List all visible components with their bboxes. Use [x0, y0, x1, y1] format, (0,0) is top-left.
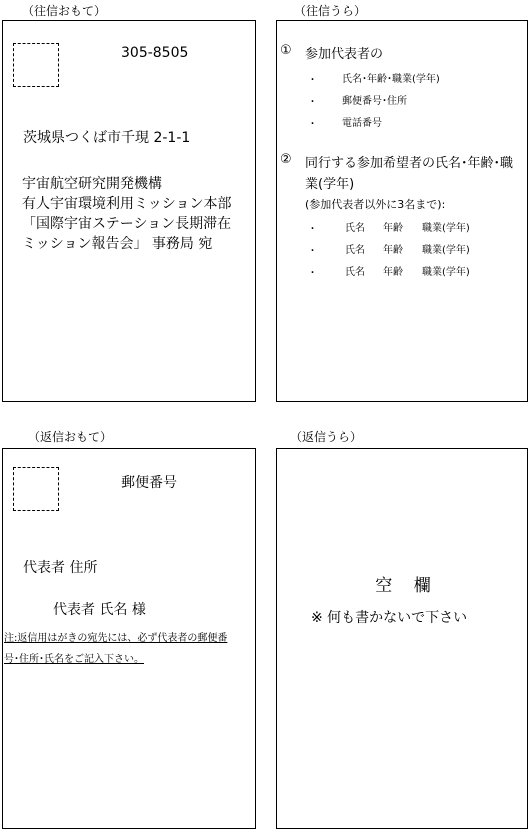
- address: 茨城県つくば市千現 2-1-1: [23, 130, 191, 146]
- bullet: ･: [310, 119, 315, 130]
- card-front-outbound: [2, 20, 256, 402]
- row-name: 氏名: [345, 223, 365, 234]
- item1-bullet: 氏名･年齢･職業(学年): [342, 74, 440, 85]
- row-age: 年齢: [383, 267, 403, 278]
- row-age: 年齢: [383, 245, 403, 256]
- name-label: 代表者 氏名 様: [53, 602, 146, 618]
- card-back-outbound: [276, 20, 528, 402]
- row-name: 氏名: [345, 267, 365, 278]
- item1-mark: ①: [280, 43, 292, 58]
- item1-bullet: 郵便番号･住所: [342, 96, 407, 107]
- item2-title: 業(学年): [305, 177, 355, 192]
- address-label: 代表者 住所: [23, 560, 98, 576]
- caption-front-outbound: （往信おもて）: [22, 4, 107, 18]
- row-job: 職業(学年): [422, 223, 470, 234]
- bullet: ･: [310, 246, 315, 257]
- stamp-box: [13, 467, 59, 511]
- row-job: 職業(学年): [422, 267, 470, 278]
- bullet: ･: [310, 224, 315, 235]
- stamp-box: [13, 43, 59, 87]
- recipient-line: 「国際宇宙ステーション長期滞在: [22, 216, 232, 232]
- reply-note: 注:返信用はがきの宛先には、必ず代表者の郵便番: [4, 633, 228, 644]
- recipient-line: ミッション報告会」 事務局 宛: [22, 236, 213, 252]
- row-age: 年齢: [383, 223, 403, 234]
- bullet: ･: [310, 97, 315, 108]
- caption-back-outbound: （往信うら）: [294, 4, 367, 18]
- row-name: 氏名: [345, 245, 365, 256]
- item1-bullet: 電話番号: [342, 118, 382, 129]
- card-back-reply: [276, 448, 528, 829]
- reply-note: 号･住所･氏名をご記入下さい。: [4, 654, 144, 665]
- recipient-line: 宇宙航空研究開発機構: [22, 176, 162, 192]
- item2-mark: ②: [280, 152, 292, 167]
- bullet: ･: [310, 268, 315, 279]
- card-front-reply: [2, 448, 256, 829]
- postal-code-label: 郵便番号: [121, 475, 177, 491]
- caption-front-reply: （返信おもて）: [28, 430, 113, 444]
- row-job: 職業(学年): [422, 245, 470, 256]
- postal-code: 305-8505: [121, 45, 189, 61]
- bullet: ･: [310, 75, 315, 86]
- item2-note: (参加代表者以外に3名まで):: [305, 198, 446, 211]
- item2-title: 同行する参加希望者の氏名･年齢･職: [305, 156, 514, 171]
- item1-title: 参加代表者の: [305, 47, 384, 62]
- caption-back-reply: （返信うら）: [290, 430, 363, 444]
- recipient-line: 有人宇宙環境利用ミッション本部: [22, 196, 232, 212]
- blank-instruction: ※ 何も書かないで下さい: [311, 610, 468, 626]
- blank-label: 空 欄: [375, 576, 431, 596]
